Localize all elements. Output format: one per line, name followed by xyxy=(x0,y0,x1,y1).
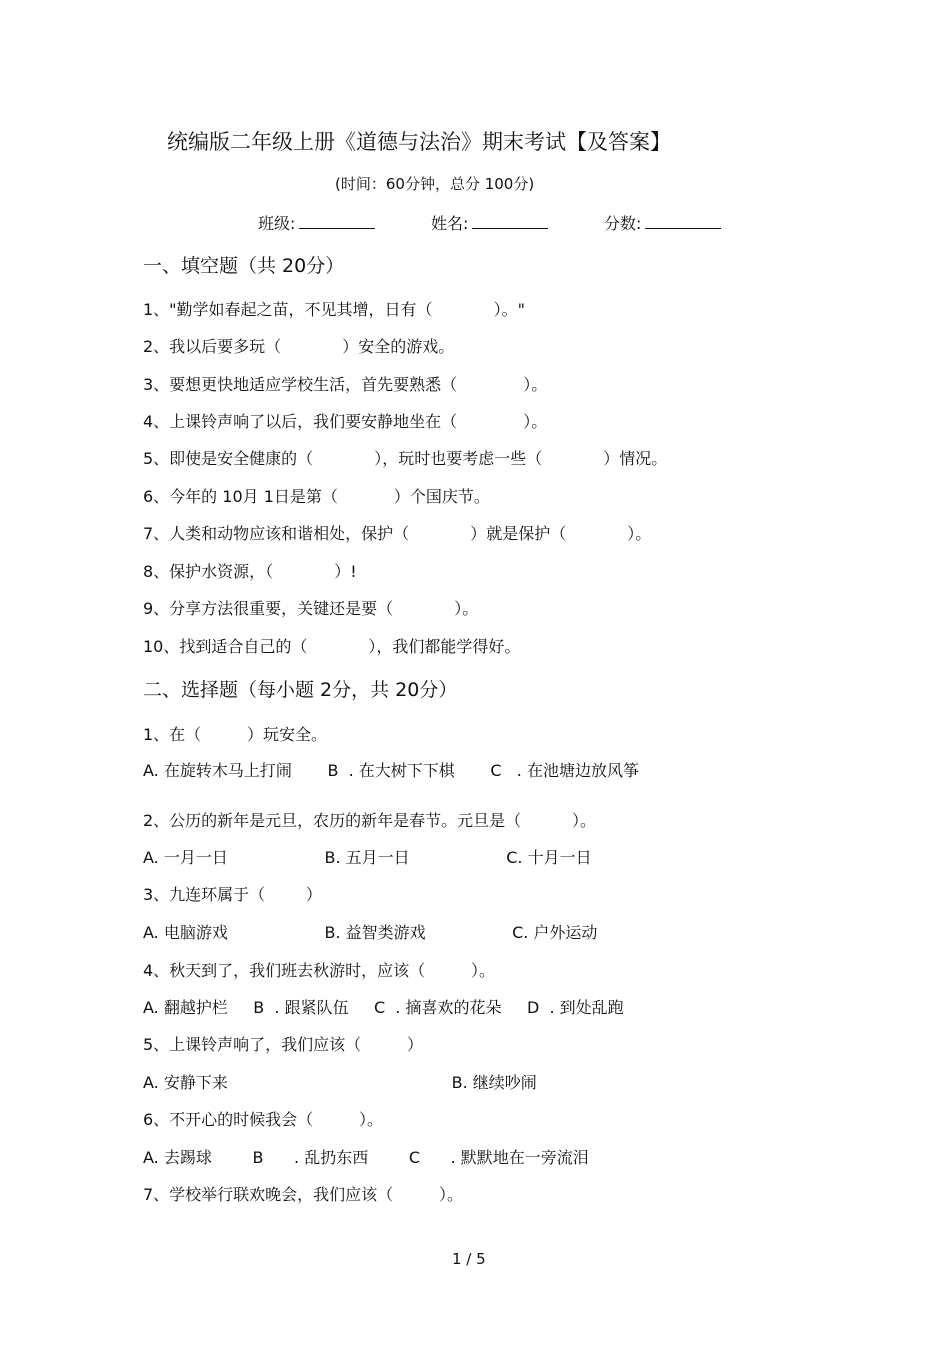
name-label: 姓名: xyxy=(431,214,469,233)
question-line: 3、九连环属于（ ） xyxy=(143,885,322,904)
exam-info: (时间：60分钟，总分 100分) xyxy=(335,175,535,193)
question-line: 7、人类和动物应该和谐相处，保护（ ）就是保护（ ）。 xyxy=(143,524,652,543)
question-line: 8、保护水资源，（ ）! xyxy=(143,562,357,581)
section-heading: 二、选择题（每小题 2分，共 20分） xyxy=(143,679,458,701)
question-line: 6、今年的 10月 1日是第（ ）个国庆节。 xyxy=(143,487,490,506)
question-line: 5、即使是安全健康的（ ），玩时也要考虑一些（ ）情况。 xyxy=(143,449,668,468)
option-line: A. 电脑游戏 B. 益智类游戏 C. 户外运动 xyxy=(143,923,598,942)
question-line: 1、在（ ）玩安全。 xyxy=(143,725,327,744)
question-line: 1、"勤学如春起之苗，不见其增，日有（ ）。" xyxy=(143,300,525,319)
score-blank xyxy=(645,214,721,229)
name-field xyxy=(431,214,548,232)
question-line: 4、秋天到了，我们班去秋游时，应该（ ）。 xyxy=(143,961,495,980)
class-label: 班级: xyxy=(258,214,296,233)
class-blank xyxy=(299,214,375,229)
class-field xyxy=(258,214,375,232)
question-line: 3、要想更快地适应学校生活，首先要熟悉（ ）。 xyxy=(143,375,548,394)
score-label: 分数: xyxy=(604,214,642,233)
page-number: 1 / 5 xyxy=(452,1250,486,1268)
option-line: A. 翻越护栏 B . 跟紧队伍 C . 摘喜欢的花朵 D . 到处乱跑 xyxy=(143,998,624,1017)
page-title: 统编版二年级上册《道德与法治》期末考试【及答案】 xyxy=(167,130,671,154)
question-line: 5、上课铃声响了，我们应该（ ） xyxy=(143,1035,423,1054)
section-heading: 一、填空题（共 20分） xyxy=(143,255,345,277)
question-line: 2、我以后要多玩（ ）安全的游戏。 xyxy=(143,337,455,356)
option-line: A. 去踢球 B . 乱扔东西 C . 默默地在一旁流泪 xyxy=(143,1148,589,1167)
option-line: A. 安静下来 B. 继续吵闹 xyxy=(143,1073,537,1092)
option-line: A. 在旋转木马上打闹 B . 在大树下下棋 C . 在池塘边放风筝 xyxy=(143,761,639,780)
question-line: 9、分享方法很重要，关键还是要（ ）。 xyxy=(143,599,479,618)
score-field xyxy=(604,214,721,232)
question-line: 6、不开心的时候我会（ ）。 xyxy=(143,1110,383,1129)
name-blank xyxy=(472,214,548,229)
question-line: 4、上课铃声响了以后，我们要安静地坐在（ ）。 xyxy=(143,412,548,431)
question-line: 2、公历的新年是元旦，农历的新年是春节。元旦是（ ）。 xyxy=(143,811,597,830)
option-line: A. 一月一日 B. 五月一日 C. 十月一日 xyxy=(143,848,592,867)
question-line: 10、找到适合自己的（ ），我们都能学得好。 xyxy=(143,637,521,656)
question-line: 7、学校举行联欢晚会，我们应该（ ）。 xyxy=(143,1185,463,1204)
